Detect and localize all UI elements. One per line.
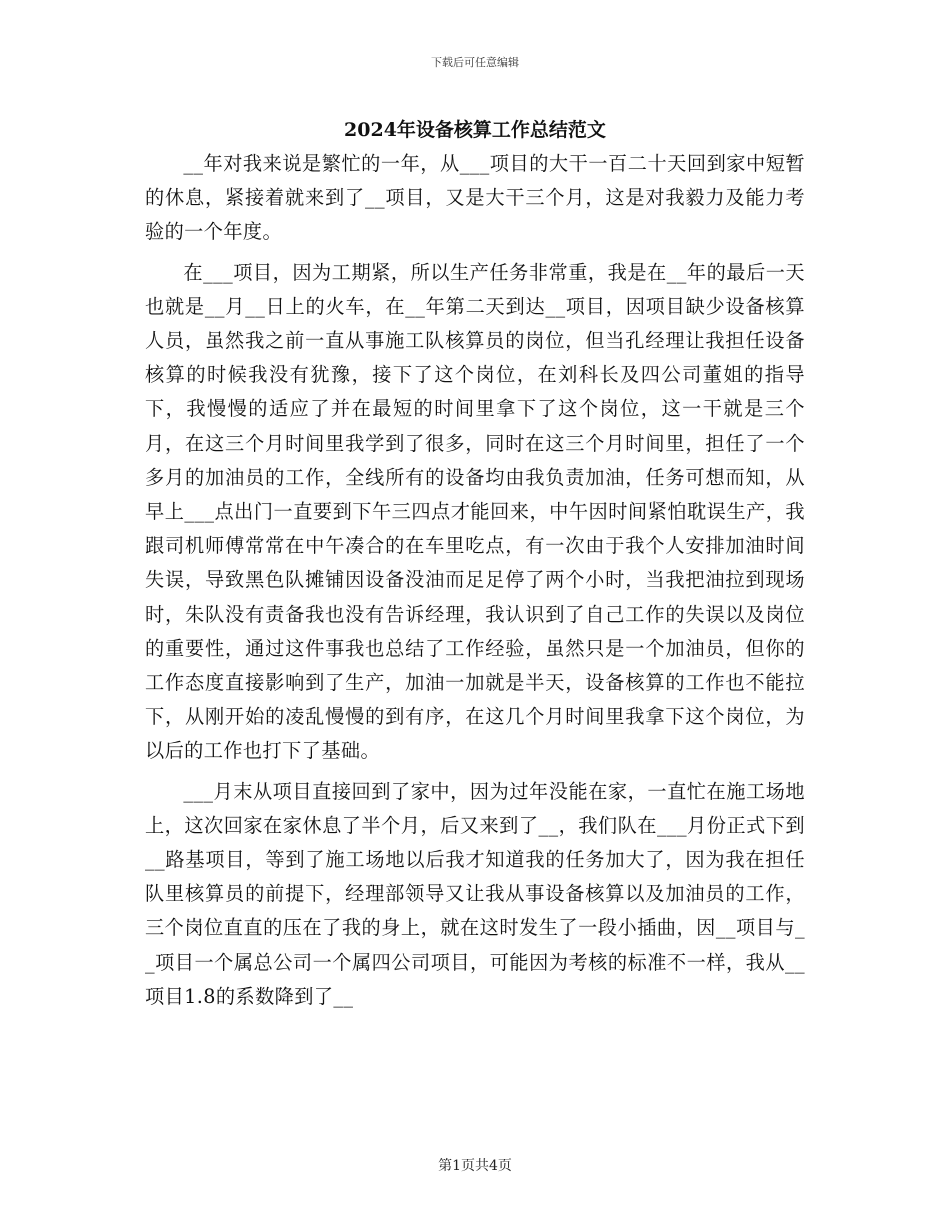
header-note: 下载后可任意编辑 (431, 56, 519, 69)
paragraph-1: __年对我来说是繁忙的一年，从___项目的大干一百二十天回到家中短暂的休息，紧接着就来到了__项目，又是大干三个月，这是对我毅力及能力考验的一个年度。 (145, 152, 805, 244)
paragraph-3: ___月末从项目直接回到了家中，因为过年没能在家，一直忙在施工场地上，这次回家在家休息了半个月，后又来到了__，我们队在___月份正式下到__路基项目，等到了施工场地以后我才知道我的任务加大了，因为我在担任队里核算员的前提下，经理部领导又让我从事设备核算以及加油员的工作，三个岗位直直的压在了我的身上，就在这时发生了一段小插曲，因__项目与__项目一个属总公司一个属四公司项目，可能因为考核的标准不一样，我从__项目1.8的系数降到了__ (145, 779, 805, 1008)
paragraph-2: 在___项目，因为工期紧，所以生产任务非常重，我是在__年的最后一天也就是__月__日上的火车，在__年第二天到达__项目，因项目缺少设备核算人员，虽然我之前一直从事施工队核算员的岗位，但当孔经理让我担任设备核算的时候我没有犹豫，接下了这个岗位，在刘科长及四公司董姐的指导下，我慢慢的适应了并在最短的时间里拿下了这个岗位，这一干就是三个月，在这三个月时间里我学到了很多，同时在这三个月时间里，担任了一个多月的加油员的工作，全线所有的设备均由我负责加油，任务可想而知，从早上___点出门一直要到下午三四点才能回来，中午因时间紧怕耽误生产，我跟司机师傅常常在中午凑合的在车里吃点，有一次由于我个人安排加油时间失误，导致黑色队摊铺因设备没油而足足停了两个小时，当我把油拉到现场时，朱队没有责备我也没有告诉经理，我认识到了自己工作的失误以及岗位的重要性，通过这件事我也总结了工作经验，虽然只是一个加油员，但你的工作态度直接影响到了生产，加油一加就是半天，设备核算的工作也不能拉下，从刚开始的凌乱慢慢的到有序，在这几个月时间里我拿下这个岗位，为以后的工作也打下了基础。 (145, 260, 805, 763)
document-body (145, 147, 805, 1020)
page-number: 第1页共4页 (438, 1158, 512, 1174)
document-title: 2024年设备核算工作总结范文 (344, 119, 606, 141)
